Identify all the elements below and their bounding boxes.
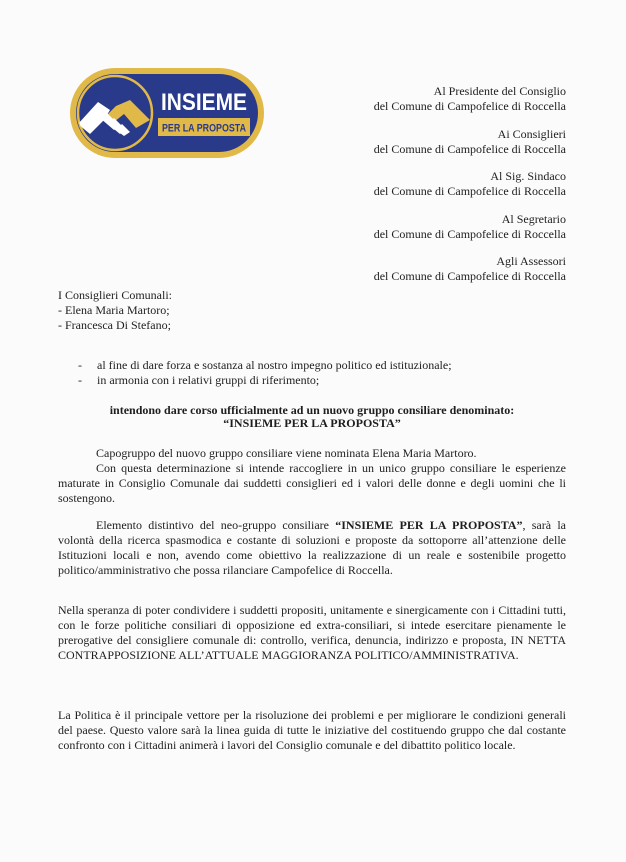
group-name-heading: “INSIEME PER LA PROPOSTA” <box>223 416 401 430</box>
recipient-councillors <box>300 127 566 157</box>
bullet-dash: - <box>78 373 82 387</box>
paragraph-distinctive <box>58 518 566 578</box>
list-item <box>78 358 578 373</box>
announcement-line: intendono dare corso ufficialmente ad un nuovo gruppo consiliare denominato: <box>109 403 515 417</box>
recipient-assessors <box>300 254 566 284</box>
paragraph-text: Elemento distintivo del neo-gruppo consiliare <box>96 518 336 532</box>
recipient-org: del Comune di Campofelice di Roccella <box>373 269 566 283</box>
logo-title: INSIEME <box>161 89 247 116</box>
recipient-org: del Comune di Campofelice di Roccella <box>373 99 566 113</box>
recipient-org: del Comune di Campofelice di Roccella <box>373 184 566 198</box>
paragraph-politics: La Politica è il principale vettore per la risoluzione dei problemi e per migliorare le condizioni generali del paese. Questo valore sarà la linea guida di tutte le iniziative del costituendo gruppo che dal costante confronto con i Cittadini animerà i lavori del Consiglio comunale e del dibattito politico locale. <box>58 708 566 752</box>
recipient-title: Ai Consiglieri <box>497 126 566 141</box>
announcement <box>58 404 566 430</box>
bullet-dash: - <box>78 358 82 372</box>
purpose-list <box>78 358 578 388</box>
recipient-president <box>300 84 566 114</box>
recipient-title: Agli Assessori <box>496 254 566 268</box>
group-name-bold: “INSIEME PER LA PROPOSTA” <box>335 518 523 532</box>
recipient-secretary <box>300 212 566 242</box>
list-item-text: in armonia con i relativi gruppi di riferimento; <box>97 373 320 387</box>
signer-name: - Elena Maria Martoro; <box>58 303 170 317</box>
paragraph-intentions: Nella speranza di poter condividere i suddetti propositi, unitamente e sinergicamente con i Cittadini tutti, con le forze politiche consiliari di opposizione ed extra-consiliari, si intede esercitare pienamente le prerogative del consigliere comunale di: controllo, verifica, denuncia, indirizzo e proposta, IN NETTA CONTRAPPOSIZIONE ALL’ATTUALE MAGGIORANZA POLITICO/AMMINISTRATIVA. <box>58 603 566 662</box>
paragraph-line: Con questa determinazione si intende raccogliere in un unico gruppo consiliare le esperienze maturate in Consiglio Comunale dai suddetti consiglieri ed i valori delle donne e degli uomini che li sostengono. <box>58 461 566 505</box>
signer-name: - Francesca Di Stefano; <box>58 318 171 332</box>
recipient-title: Al Segretario <box>501 211 566 226</box>
paragraph-leader <box>58 446 566 506</box>
recipient-title: Al Sig. Sindaco <box>490 169 566 183</box>
recipient-title: Al Presidente del Consiglio <box>433 84 566 98</box>
recipients-block <box>300 84 566 297</box>
list-item <box>78 373 578 388</box>
recipient-mayor <box>300 169 566 199</box>
insieme-logo <box>70 68 264 158</box>
signers-intro: I Consiglieri Comunali: <box>58 288 172 302</box>
paragraph-text: , sarà la volontà della ricerca spasmodica e costante di soluzioni e proposte da sottoporre all’attenzione delle Istituzioni locali e non, avendo come obiettivo la realizzazione di un reale e sostenibile progetto politico/amministrativo che possa rilanciare Campofelice di Roccella. <box>58 518 566 577</box>
signers-block <box>58 288 172 333</box>
recipient-org: del Comune di Campofelice di Roccella <box>373 226 566 241</box>
recipient-org: del Comune di Campofelice di Roccella <box>373 141 566 156</box>
paragraph-line: Capogruppo del nuovo gruppo consiliare viene nominata Elena Maria Martoro. <box>96 446 477 460</box>
list-item-text: al fine di dare forza e sostanza al nostro impegno politico ed istituzionale; <box>97 358 452 372</box>
logo-subtitle: PER LA PROPOSTA <box>162 122 247 135</box>
